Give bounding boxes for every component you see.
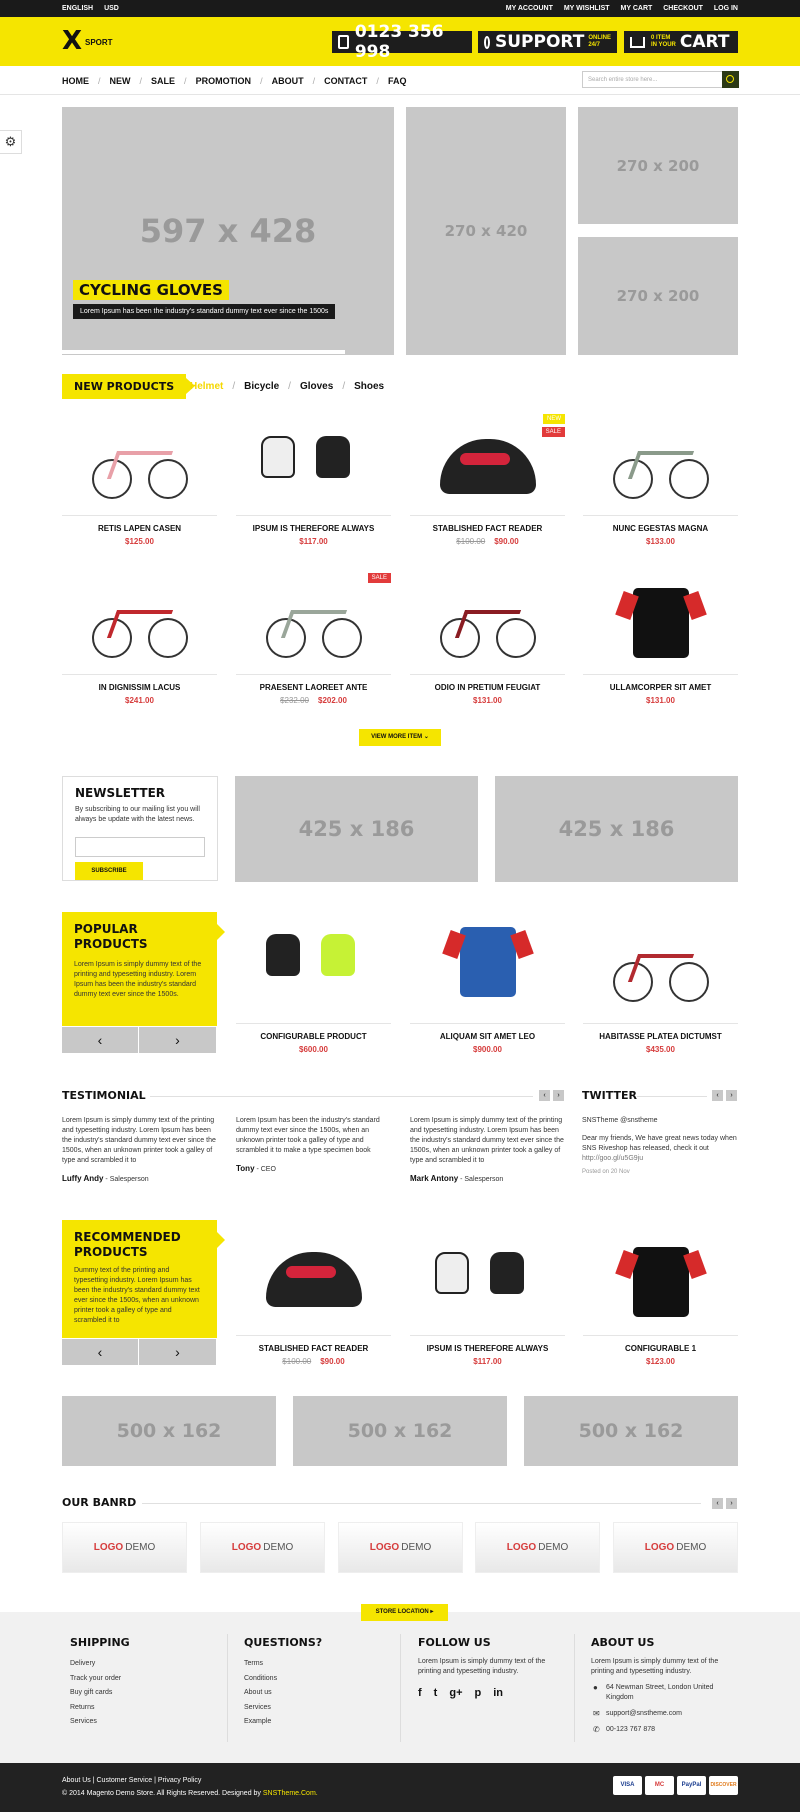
product-card[interactable] (236, 1222, 391, 1366)
product-name[interactable]: CONFIGURABLE 1 (624, 1344, 697, 1353)
view-more-label: VIEW MORE ITEM (371, 734, 423, 740)
support-sub-online: ONLINE (588, 35, 611, 41)
nav-separator: / (139, 76, 143, 86)
discover-icon: DISCOVER (709, 1776, 738, 1795)
popular-carousel-controls (62, 1027, 217, 1053)
hero-mid-banner[interactable] (406, 107, 566, 355)
nav-separator: / (260, 76, 263, 86)
bottom-banner-placeholder: 500 x 162 (116, 1420, 222, 1442)
author-role: - Salesperson (458, 1176, 504, 1183)
address-text: 64 Newman Street, London United Kingdom (606, 1684, 714, 1701)
category-tabs (190, 381, 393, 392)
product-name[interactable]: IPSUM IS THEREFORE ALWAYS (426, 1344, 549, 1353)
tab-separator: / (342, 381, 346, 392)
product-name[interactable]: NUNC EGESTAS MAGNA (612, 524, 709, 533)
product-price: $600.00 (299, 1045, 328, 1054)
footer-link[interactable]: Track your order (70, 1674, 122, 1682)
product-price: $125.00 (125, 537, 154, 546)
product-name[interactable]: ULLAMCORPER SIT AMET (609, 683, 712, 692)
support-box[interactable] (478, 31, 617, 53)
nav-contact[interactable]: CONTACT (324, 76, 368, 86)
footer-questions (244, 1636, 322, 1730)
silver-bicycle-image (266, 598, 362, 658)
demo-word: DEMO (538, 1542, 569, 1553)
product-card[interactable] (62, 573, 217, 705)
glove-image (490, 1252, 524, 1294)
footer-link[interactable]: Conditions (244, 1674, 278, 1682)
prev-arrow-icon[interactable]: ‹ (712, 1090, 723, 1101)
product-image[interactable] (583, 1222, 738, 1336)
questions-title: QUESTIONS? (244, 1636, 323, 1649)
footer-link[interactable]: Delivery (70, 1660, 96, 1667)
newsletter-box (62, 776, 218, 881)
nav-separator: / (312, 76, 316, 86)
product-price (410, 537, 565, 546)
logo-word: LOGO (644, 1542, 675, 1553)
hero-subtitle: Lorem Ipsum has been the industry's standard dummy text ever since the 1500s (73, 304, 335, 319)
bike-frame (628, 954, 694, 982)
product-price (236, 696, 391, 705)
product-name[interactable]: STABLISHED FACT READER (258, 1344, 369, 1353)
prev-arrow-icon[interactable]: ‹ (62, 1339, 139, 1365)
phone-icon (338, 35, 349, 49)
sale-badge: SALE (542, 427, 565, 437)
bike-frame (628, 451, 694, 479)
product-card[interactable] (236, 912, 391, 1054)
promo-banner[interactable] (235, 776, 478, 882)
settings-gear-icon[interactable]: ⚙ (0, 130, 22, 154)
phone-box (332, 22, 472, 62)
jersey-image (633, 588, 689, 658)
product-card[interactable] (410, 912, 565, 1054)
testimonial-author (410, 1174, 570, 1185)
logo-mark: X (62, 26, 83, 56)
product-image[interactable] (410, 1222, 565, 1336)
glove-image (321, 934, 355, 976)
product-name[interactable]: STABLISHED FACT READER (432, 524, 543, 533)
new-badge: NEW (543, 414, 565, 424)
visa-icon: VISA (613, 1776, 642, 1795)
recommended-carousel-controls (62, 1339, 217, 1365)
prev-arrow-icon[interactable]: ‹ (539, 1090, 550, 1101)
cart-label: CART (679, 32, 730, 52)
twitter-title: TWITTER (582, 1089, 637, 1102)
logo-word: LOGO (369, 1542, 400, 1553)
product-card[interactable] (410, 573, 565, 705)
product-card[interactable] (583, 912, 738, 1054)
prev-arrow-icon[interactable]: ‹ (62, 1027, 139, 1053)
footer-shipping (70, 1636, 130, 1730)
new-products-title: NEW PRODUCTS (62, 374, 186, 399)
google-plus-icon[interactable]: g+ (449, 1687, 463, 1699)
promo-banner[interactable] (495, 776, 738, 882)
promo-banner-placeholder: 425 x 186 (558, 817, 675, 841)
support-sub-hours: 24/7 (588, 42, 601, 48)
author-role: - CEO (254, 1166, 276, 1173)
testimonial-item (236, 1116, 396, 1175)
designer-link[interactable]: SNSTheme.Com. (262, 1790, 318, 1797)
product-name[interactable]: PRAESENT LAOREET ANTE (259, 683, 368, 692)
product-name[interactable]: ODIO IN PRETIUM FEUGIAT (434, 683, 541, 692)
store-location-button[interactable] (361, 1604, 448, 1621)
brand-logo[interactable] (613, 1522, 738, 1573)
bottom-links[interactable]: About Us | Customer Service | Privacy Policy (62, 1777, 202, 1784)
promo-banner-placeholder: 425 x 186 (298, 817, 415, 841)
popular-title: POPULAR PRODUCTS (74, 922, 148, 951)
demo-word: DEMO (263, 1542, 294, 1553)
tab-bicycle[interactable]: Bicycle (244, 381, 280, 392)
glove-image (435, 1252, 469, 1294)
tweet-handle[interactable]: SNSTheme @snstheme (582, 1117, 658, 1124)
bottom-banner[interactable] (62, 1396, 276, 1466)
chevron-down-icon: ⌄ (423, 734, 429, 740)
demo-word: DEMO (401, 1542, 432, 1553)
facebook-icon[interactable]: f (418, 1687, 422, 1699)
bottom-banner-placeholder: 500 x 162 (347, 1420, 453, 1442)
product-price: $133.00 (646, 537, 675, 546)
nav-promotion[interactable]: PROMOTION (195, 76, 252, 86)
glove-image (261, 436, 295, 478)
old-price: $232.00 (280, 696, 309, 705)
hero-right-top-placeholder: 270 x 200 (616, 156, 700, 175)
footer-link[interactable]: Returns (70, 1703, 95, 1711)
sale-price: $202.00 (318, 696, 347, 705)
logo-word: LOGO (231, 1542, 262, 1553)
newsletter-text: By subscribing to our mailing list you will always be update with the latest news. (75, 806, 200, 823)
product-image[interactable] (410, 414, 565, 516)
product-price: $900.00 (473, 1045, 502, 1054)
brands-title: OUR BANRD (62, 1496, 137, 1509)
product-card[interactable] (410, 1222, 565, 1366)
tab-shoes[interactable]: Shoes (354, 381, 385, 392)
email-icon: ✉ (593, 1709, 600, 1718)
footer-link[interactable]: Services (70, 1718, 97, 1725)
hero-right-bottom-placeholder: 270 x 200 (616, 287, 700, 305)
tab-helmet[interactable]: Helmet (190, 381, 224, 392)
brand-logo[interactable] (200, 1522, 325, 1573)
product-card[interactable] (236, 414, 391, 546)
pink-bicycle-image (92, 439, 188, 499)
product-price: $123.00 (646, 1357, 675, 1366)
copyright-text: © 2014 Magento Demo Store. All Rights Reserved. Designed by (62, 1790, 263, 1797)
shipping-title: SHIPPING (70, 1636, 130, 1649)
bike-frame (455, 610, 521, 638)
logo-text: SPORT (85, 38, 113, 47)
cart-count (651, 35, 676, 49)
bottom-banner[interactable] (293, 1396, 507, 1466)
footer-divider (227, 1634, 228, 1742)
language-selector[interactable]: ENGLISH (62, 5, 94, 12)
product-image[interactable] (410, 573, 565, 675)
old-price: $100.00 (456, 537, 486, 546)
product-price: $435.00 (646, 1045, 675, 1054)
product-card[interactable] (583, 1222, 738, 1366)
testimonial-item (410, 1116, 570, 1185)
product-card[interactable] (62, 414, 217, 546)
product-image[interactable] (583, 414, 738, 516)
follow-text: Lorem Ipsum is simply dummy text of the printing and typesetting industry. (418, 1658, 546, 1675)
product-name[interactable]: IN DIGNISSIM LACUS (98, 683, 181, 692)
cart-box[interactable] (624, 31, 738, 53)
recommended-title: RECOMMENDED PRODUCTS (74, 1230, 181, 1259)
product-name[interactable]: IPSUM IS THEREFORE ALWAYS (252, 524, 375, 533)
email[interactable] (591, 1709, 738, 1719)
newsletter-title: NEWSLETTER (75, 786, 166, 800)
hero-mid-placeholder: 270 x 420 (444, 222, 528, 240)
footer-divider (574, 1634, 575, 1742)
sale-price: $90.00 (320, 1357, 345, 1366)
product-name[interactable]: HABITASSE PLATEA DICTUMST (599, 1032, 722, 1041)
footer-link[interactable]: About us (244, 1689, 272, 1696)
brand-logo[interactable] (338, 1522, 463, 1573)
nav-faq[interactable]: FAQ (387, 76, 407, 86)
my-cart-link[interactable]: MY CART (620, 5, 653, 12)
jersey-image (633, 1247, 689, 1317)
footer-about (591, 1636, 738, 1735)
brand-logo[interactable] (62, 1522, 187, 1573)
product-image[interactable] (583, 912, 738, 1024)
phone-number: 0123 356 998 (354, 22, 444, 62)
recommended-products-block (62, 1220, 217, 1338)
product-image[interactable] (236, 912, 391, 1024)
popular-products-block (62, 912, 217, 1026)
tab-separator: / (288, 381, 291, 392)
search-button[interactable] (722, 71, 739, 88)
about-title: ABOUT US (591, 1636, 655, 1649)
testimonial-title: TESTIMONIAL (62, 1089, 146, 1102)
view-more-button[interactable] (359, 729, 441, 746)
product-price: $117.00 (299, 537, 328, 546)
demo-word: DEMO (125, 1542, 156, 1553)
divider (637, 1096, 707, 1097)
prev-arrow-icon[interactable]: ‹ (712, 1498, 723, 1509)
nav-sale[interactable]: SALE (151, 76, 176, 86)
product-card[interactable] (410, 414, 565, 546)
silver-bicycle-image (613, 439, 709, 499)
next-arrow-icon[interactable]: › (726, 1498, 737, 1509)
copyright (62, 1790, 318, 1797)
sale-badge: SALE (368, 573, 391, 583)
social-icons (418, 1687, 558, 1699)
product-card[interactable] (583, 414, 738, 546)
email-text: support@snstheme.com (606, 1710, 682, 1717)
product-card[interactable] (583, 573, 738, 705)
helmet-image (266, 1252, 362, 1307)
product-image[interactable] (62, 414, 217, 516)
mastercard-icon: MC (645, 1776, 674, 1795)
demo-word: DEMO (676, 1542, 707, 1553)
product-name[interactable]: ALIQUAM SIT AMET LEO (439, 1032, 536, 1041)
arrow-right-icon: ▸ (430, 1609, 434, 1615)
product-price: $117.00 (473, 1357, 502, 1366)
testimonial-item (62, 1116, 222, 1185)
recommended-text: Dummy text of the printing and typesetting industry. Lorem Ipsum has been the industry's standard dummy text ever since the 1500s, when an unknown printer took a galley of type and scrambled it to (74, 1267, 200, 1324)
tweet (582, 1116, 738, 1177)
product-image[interactable] (583, 573, 738, 675)
hero-right-top-banner[interactable] (578, 107, 738, 224)
phone-text: 00-123 767 878 (606, 1726, 656, 1733)
product-image[interactable] (236, 573, 391, 675)
testimonial-text: Lorem Ipsum is simply dummy text of the printing and typesetting industry. Lorem Ipsum has been the industry's standard dummy text ever since the 1500s, when an unknown printer took a galley of type and scrambled it to (410, 1117, 564, 1164)
red-bicycle-image (613, 942, 709, 1002)
support-label: SUPPORT (494, 32, 585, 52)
footer-link[interactable]: Terms (244, 1660, 264, 1667)
site-logo[interactable] (62, 26, 113, 56)
author-name: Mark Antony (410, 1174, 459, 1183)
glove-image (266, 934, 300, 976)
nav-separator: / (376, 76, 379, 86)
address (591, 1683, 738, 1703)
glove-image (316, 436, 350, 478)
tweet-date: Posted on 20 Nov (582, 1169, 630, 1175)
popular-text: Lorem Ipsum is simply dummy text of the printing and typesetting industry. Lorem Ipsum has been the industry's standard dummy text ever since the 1500s. (74, 961, 202, 998)
support-icon (484, 36, 490, 49)
pinterest-icon[interactable]: p (474, 1687, 482, 1699)
location-icon: ● (593, 1683, 598, 1692)
phone (591, 1725, 738, 1735)
cart-in-your: IN YOUR (651, 42, 676, 48)
testimonial-author (236, 1164, 396, 1175)
login-link[interactable]: LOG IN (713, 5, 738, 12)
footer-follow (418, 1636, 558, 1699)
twitter-icon[interactable]: t (433, 1687, 438, 1699)
bottom-banner-placeholder: 500 x 162 (578, 1420, 684, 1442)
nav-separator: / (98, 76, 101, 86)
divider (142, 1503, 701, 1504)
bike-frame (107, 610, 173, 638)
about-text: Lorem Ipsum is simply dummy text of the printing and typesetting industry. (591, 1658, 719, 1675)
product-image[interactable] (410, 912, 565, 1024)
follow-title: FOLLOW US (418, 1636, 491, 1649)
footer-link[interactable]: Example (244, 1718, 272, 1725)
footer-divider (400, 1634, 401, 1742)
author-name: Luffy Andy (62, 1174, 104, 1183)
subscribe-button[interactable]: SUBSCRIBE (75, 862, 143, 880)
product-name[interactable]: RETIS LAPEN CASEN (97, 524, 182, 533)
product-card[interactable] (236, 573, 391, 705)
cart-icon (630, 37, 645, 48)
brand-logo[interactable] (475, 1522, 600, 1573)
store-location-label: STORE LOCATION (375, 1609, 429, 1615)
sale-price: $90.00 (494, 537, 519, 546)
next-arrow-icon[interactable]: › (139, 1339, 216, 1365)
author-role: - Salesperson (103, 1176, 149, 1183)
testimonial-text: Lorem Ipsum has been the industry's standard dummy text ever since the 1500s, when an unknown printer took a galley of type and scrambled it to make a type specimen book (236, 1117, 380, 1154)
product-image[interactable] (236, 414, 391, 516)
bike-frame (107, 451, 173, 479)
bottom-banner[interactable] (524, 1396, 738, 1466)
checkout-link[interactable]: CHECKOUT (663, 5, 703, 12)
product-price: $131.00 (473, 696, 502, 705)
next-arrow-icon[interactable]: › (139, 1027, 216, 1053)
bike-frame (281, 610, 347, 638)
nav-home[interactable]: HOME (62, 76, 89, 86)
bottom-bar (0, 1763, 800, 1812)
testimonial-text: Lorem Ipsum is simply dummy text of the printing and typesetting industry. Lorem Ipsum has been the industry's standard dummy text ever since the 1500s, when an unknown printer took a galley of type and scrambled it to (62, 1117, 216, 1164)
tweet-text: Dear my friends, We have great news today when SNS Riveshop has released, check it out (582, 1135, 737, 1152)
paypal-icon: PayPal (677, 1776, 706, 1795)
slider-progress (62, 350, 345, 354)
product-price (236, 1357, 391, 1366)
testimonial-author (62, 1174, 222, 1185)
product-image[interactable] (236, 1222, 391, 1336)
tweet-link[interactable]: http://goo.gl/u5G9ju (582, 1155, 644, 1162)
hero-title: CYCLING GLOVES (73, 280, 229, 300)
search-input[interactable]: Search entire store here... (582, 71, 723, 88)
nav-separator: / (184, 76, 187, 86)
phone-icon: ✆ (593, 1725, 600, 1734)
my-account-link[interactable]: MY ACCOUNT (505, 5, 553, 12)
blue-jersey-image (460, 927, 516, 997)
red-bicycle-image (92, 598, 188, 658)
cart-item-count: 0 ITEM (651, 35, 671, 41)
product-name[interactable]: CONFIGURABLE PRODUCT (260, 1032, 367, 1041)
helmet-image (440, 439, 536, 494)
product-price: $131.00 (646, 696, 675, 705)
header (0, 17, 800, 66)
product-price: $241.00 (125, 696, 154, 705)
nav-new[interactable]: NEW (109, 76, 131, 86)
tab-separator: / (232, 381, 236, 392)
newsletter-email-input[interactable] (75, 837, 205, 857)
support-sub (588, 35, 611, 49)
logo-word: LOGO (506, 1542, 537, 1553)
dark-red-bicycle-image (440, 598, 536, 658)
my-wishlist-link[interactable]: MY WISHLIST (563, 5, 610, 12)
product-image[interactable] (62, 573, 217, 675)
divider (150, 1096, 533, 1097)
logo-word: LOGO (93, 1542, 124, 1553)
author-name: Tony (236, 1164, 255, 1173)
linkedin-icon[interactable]: in (493, 1687, 504, 1699)
next-arrow-icon[interactable]: › (726, 1090, 737, 1101)
hero-main-placeholder: 597 x 428 (139, 212, 317, 250)
footer-link[interactable]: Buy gift cards (70, 1689, 113, 1696)
next-arrow-icon[interactable]: › (553, 1090, 564, 1101)
tab-gloves[interactable]: Gloves (299, 381, 334, 392)
top-bar (0, 0, 800, 17)
nav-about[interactable]: ABOUT (271, 76, 304, 86)
footer-link[interactable]: Services (244, 1703, 271, 1711)
old-price: $100.00 (282, 1357, 312, 1366)
currency-selector[interactable]: USD (104, 5, 119, 12)
hero-right-bottom-banner[interactable] (578, 237, 738, 355)
